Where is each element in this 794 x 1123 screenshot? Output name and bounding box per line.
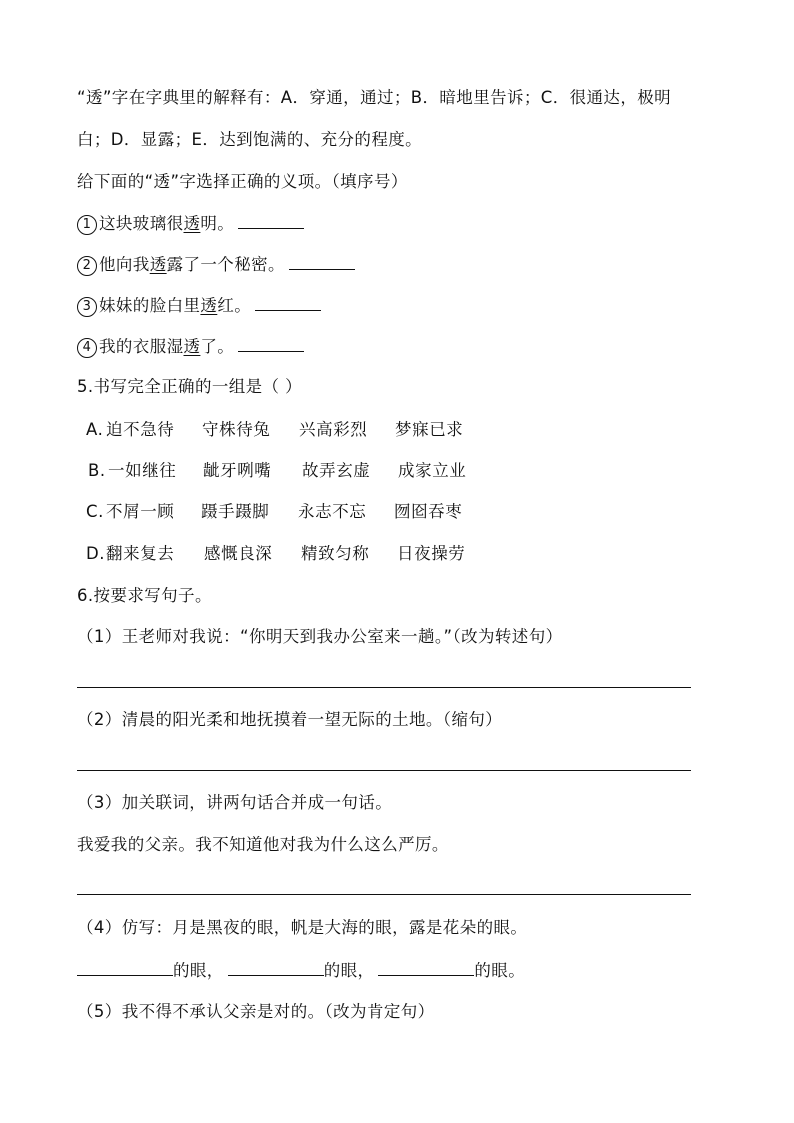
q4-instruction: 给下面的“透”字选择正确的义项。（填序号） bbox=[77, 172, 408, 191]
imitation-blank-3[interactable] bbox=[378, 960, 474, 976]
answer-line-1[interactable] bbox=[77, 687, 691, 688]
option-word: 蹑手蹑脚 bbox=[201, 502, 270, 521]
imitation-blank-1[interactable] bbox=[77, 960, 173, 976]
answer-line-3[interactable] bbox=[77, 894, 691, 895]
option-word: 一如继往 bbox=[108, 461, 177, 480]
option-word: 迫不急待 bbox=[106, 420, 175, 439]
option-word: 兴高彩烈 bbox=[299, 420, 368, 439]
q4-item-3: 3 妹妹的脸白里透红。 bbox=[77, 295, 321, 317]
answer-blank[interactable] bbox=[238, 213, 304, 229]
q6-sentence-3: （3）加关联词，讲两句话合并成一句话。 bbox=[77, 793, 393, 812]
underlined-char: 透 bbox=[183, 214, 201, 233]
option-word: 不屑一顾 bbox=[106, 502, 175, 521]
answer-blank[interactable] bbox=[238, 336, 304, 352]
q4-item-2: 2 他向我透露了一个秘密。 bbox=[77, 254, 355, 276]
q6-sentence-4: （4）仿写：月是黑夜的眼，帆是大海的眼，露是花朵的眼。 bbox=[77, 918, 528, 937]
q6-imitation-line: 的眼， 的眼， 的眼。 bbox=[77, 960, 525, 981]
q4-intro-line-2: 白；D．显露；E．达到饱满的、充分的程度。 bbox=[77, 130, 423, 149]
option-word: 成家立业 bbox=[398, 461, 467, 480]
option-label: B. bbox=[88, 461, 106, 480]
q6-sentence-3-text: 我爱我的父亲。我不知道他对我为什么这么严厉。 bbox=[77, 835, 449, 854]
q4-item-4: 4 我的衣服湿透了。 bbox=[77, 336, 304, 358]
underlined-char: 透 bbox=[183, 337, 201, 356]
q5-title: 5.书写完全正确的一组是（ ） bbox=[77, 377, 302, 396]
option-word: 龇牙咧嘴 bbox=[203, 461, 272, 480]
q6-title: 6.按要求写句子。 bbox=[77, 586, 212, 605]
q6-sentence-5: （5）我不得不承认父亲是对的。（改为肯定句） bbox=[77, 1002, 435, 1021]
circled-number: 3 bbox=[77, 297, 97, 317]
option-word: 精致匀称 bbox=[301, 544, 370, 563]
option-word: 永志不忘 bbox=[298, 502, 367, 521]
underlined-char: 透 bbox=[149, 255, 167, 274]
option-word: 守株待兔 bbox=[202, 420, 271, 439]
option-word: 囫囵吞枣 bbox=[394, 502, 463, 521]
underlined-char: 透 bbox=[200, 296, 218, 315]
option-word: 故弄玄虚 bbox=[302, 461, 371, 480]
q6-sentence-1: （1）王老师对我说：“你明天到我办公室来一趟。”（改为转述句） bbox=[77, 627, 563, 646]
circled-number: 4 bbox=[77, 338, 97, 358]
option-word: 日夜操劳 bbox=[397, 544, 466, 563]
q4-intro-line-1: “透”字在字典里的解释有：A．穿通，通过；B．暗地里告诉；C．很通达，极明 bbox=[77, 88, 672, 107]
option-word: 感慨良深 bbox=[204, 544, 273, 563]
answer-blank[interactable] bbox=[255, 295, 321, 311]
imitation-blank-2[interactable] bbox=[228, 960, 324, 976]
option-word: 梦寐已求 bbox=[395, 420, 464, 439]
option-label: D. bbox=[86, 544, 106, 563]
circled-number: 1 bbox=[77, 215, 97, 235]
q4-item-1: 1 这块玻璃很透明。 bbox=[77, 213, 304, 235]
option-label: C. bbox=[86, 502, 104, 521]
answer-line-2[interactable] bbox=[77, 770, 691, 771]
option-word: 翻来复去 bbox=[106, 544, 175, 563]
circled-number: 2 bbox=[77, 256, 97, 276]
answer-blank[interactable] bbox=[289, 254, 355, 270]
option-label: A. bbox=[86, 420, 104, 439]
q6-sentence-2: （2）清晨的阳光柔和地抚摸着一望无际的土地。（缩句） bbox=[77, 710, 503, 729]
